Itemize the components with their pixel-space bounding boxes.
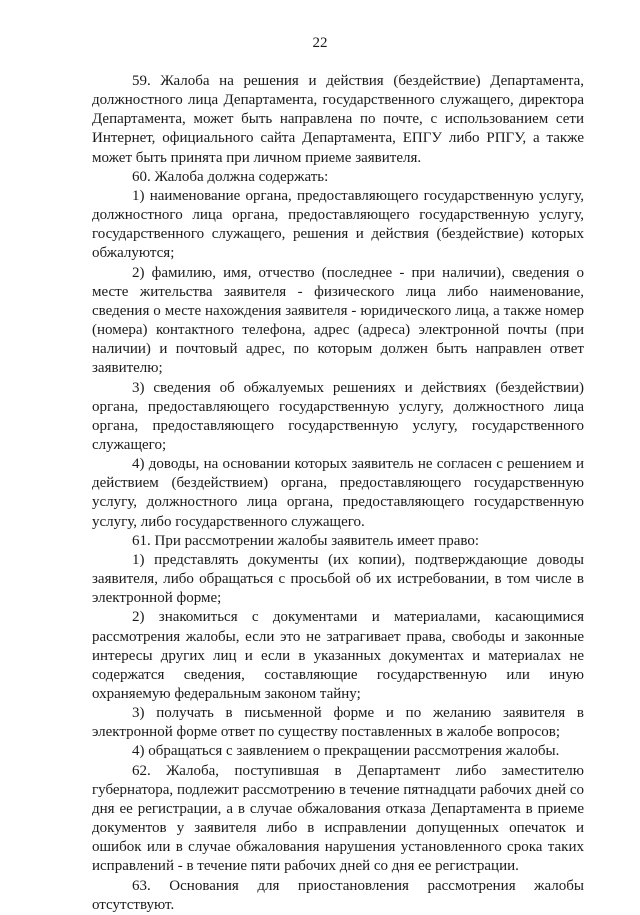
paragraph-63: 63. Основания для приостановления рассмотрения жалобы отсутствуют.	[92, 877, 584, 913]
paragraph-61: 61. При рассмотрении жалобы заявитель имеет право:	[132, 532, 480, 549]
list-item-61-1: 1) представлять документы (их копии), подтверждающие доводы заявителя, либо обращаться с просьбой об их истребовании, в том числе в электронной форме;	[92, 551, 584, 607]
paragraph-59: 59. Жалоба на решения и действия (бездействие) Департамента, должностного лица Департамента, государственного служащего, директора Департамента, может быть направлена по почте, с использованием сети Интернет, официального сайта Департамента, ЕПГУ либо РПГУ, а также может быть принята при личном приеме заявителя.	[92, 73, 584, 166]
paragraph-62: 62. Жалоба, поступившая в Департамент либо заместителю губернатора, подлежит рассмотрению в течение пятнадцати рабочих дней со дня ее регистрации, а в случае обжалования отказа Департамента в приеме документов у заявителя либо в исправлении допущенных опечаток и ошибок или в случае обжалования нарушения установленного срока таких исправлений - в течение пяти рабочих дней со дня ее регистрации.	[92, 762, 584, 875]
document-body	[92, 72, 584, 915]
list-item-61-4: 4) обращаться с заявлением о прекращении рассмотрения жалобы.	[132, 743, 560, 760]
list-item-60-1: 1) наименование органа, предоставляющего государственную услугу, должностного лица органа, предоставляющего государственную услугу, государственного служащего, решения и действия (бездействие) которых обжалуются;	[92, 187, 584, 262]
page-number: 22	[312, 35, 328, 51]
list-item-61-2: 2) знакомиться с документами и материалами, касающимися рассмотрения жалобы, если это не затрагивает права, свободы и законные интересы других лиц и если в указанных документах и материалах не содержатся сведения, составляющие государственную или иную охраняемую федеральным законом тайну;	[92, 609, 584, 702]
list-item-61-3: 3) получать в письменной форме и по желанию заявителя в электронной форме ответ по существу поставленных в жалобе вопросов;	[92, 705, 584, 741]
list-item-60-4: 4) доводы, на основании которых заявитель не согласен с решением и действием (бездействием) органа, предоставляющего государственную услугу, должностного лица органа, предоставляющего государственную услугу, либо государственного служащего.	[92, 456, 584, 530]
list-item-60-3: 3) сведения об обжалуемых решениях и действиях (бездействии) органа, предоставляющего государственную услугу, должностного лица органа, предоставляющего государственную услугу, государственного служащего;	[92, 379, 584, 453]
list-item-60-2: 2) фамилию, имя, отчество (последнее - при наличии), сведения о месте жительства заявителя - физического лица либо наименование, сведения о месте нахождения заявителя - юридического лица, а также номер (номера) контактного телефона, адрес (адреса) электронной почты (при наличии) и почтовый адрес, по которым должен быть направлен ответ заявителю;	[92, 264, 584, 377]
paragraph-60: 60. Жалоба должна содержать:	[132, 168, 329, 185]
